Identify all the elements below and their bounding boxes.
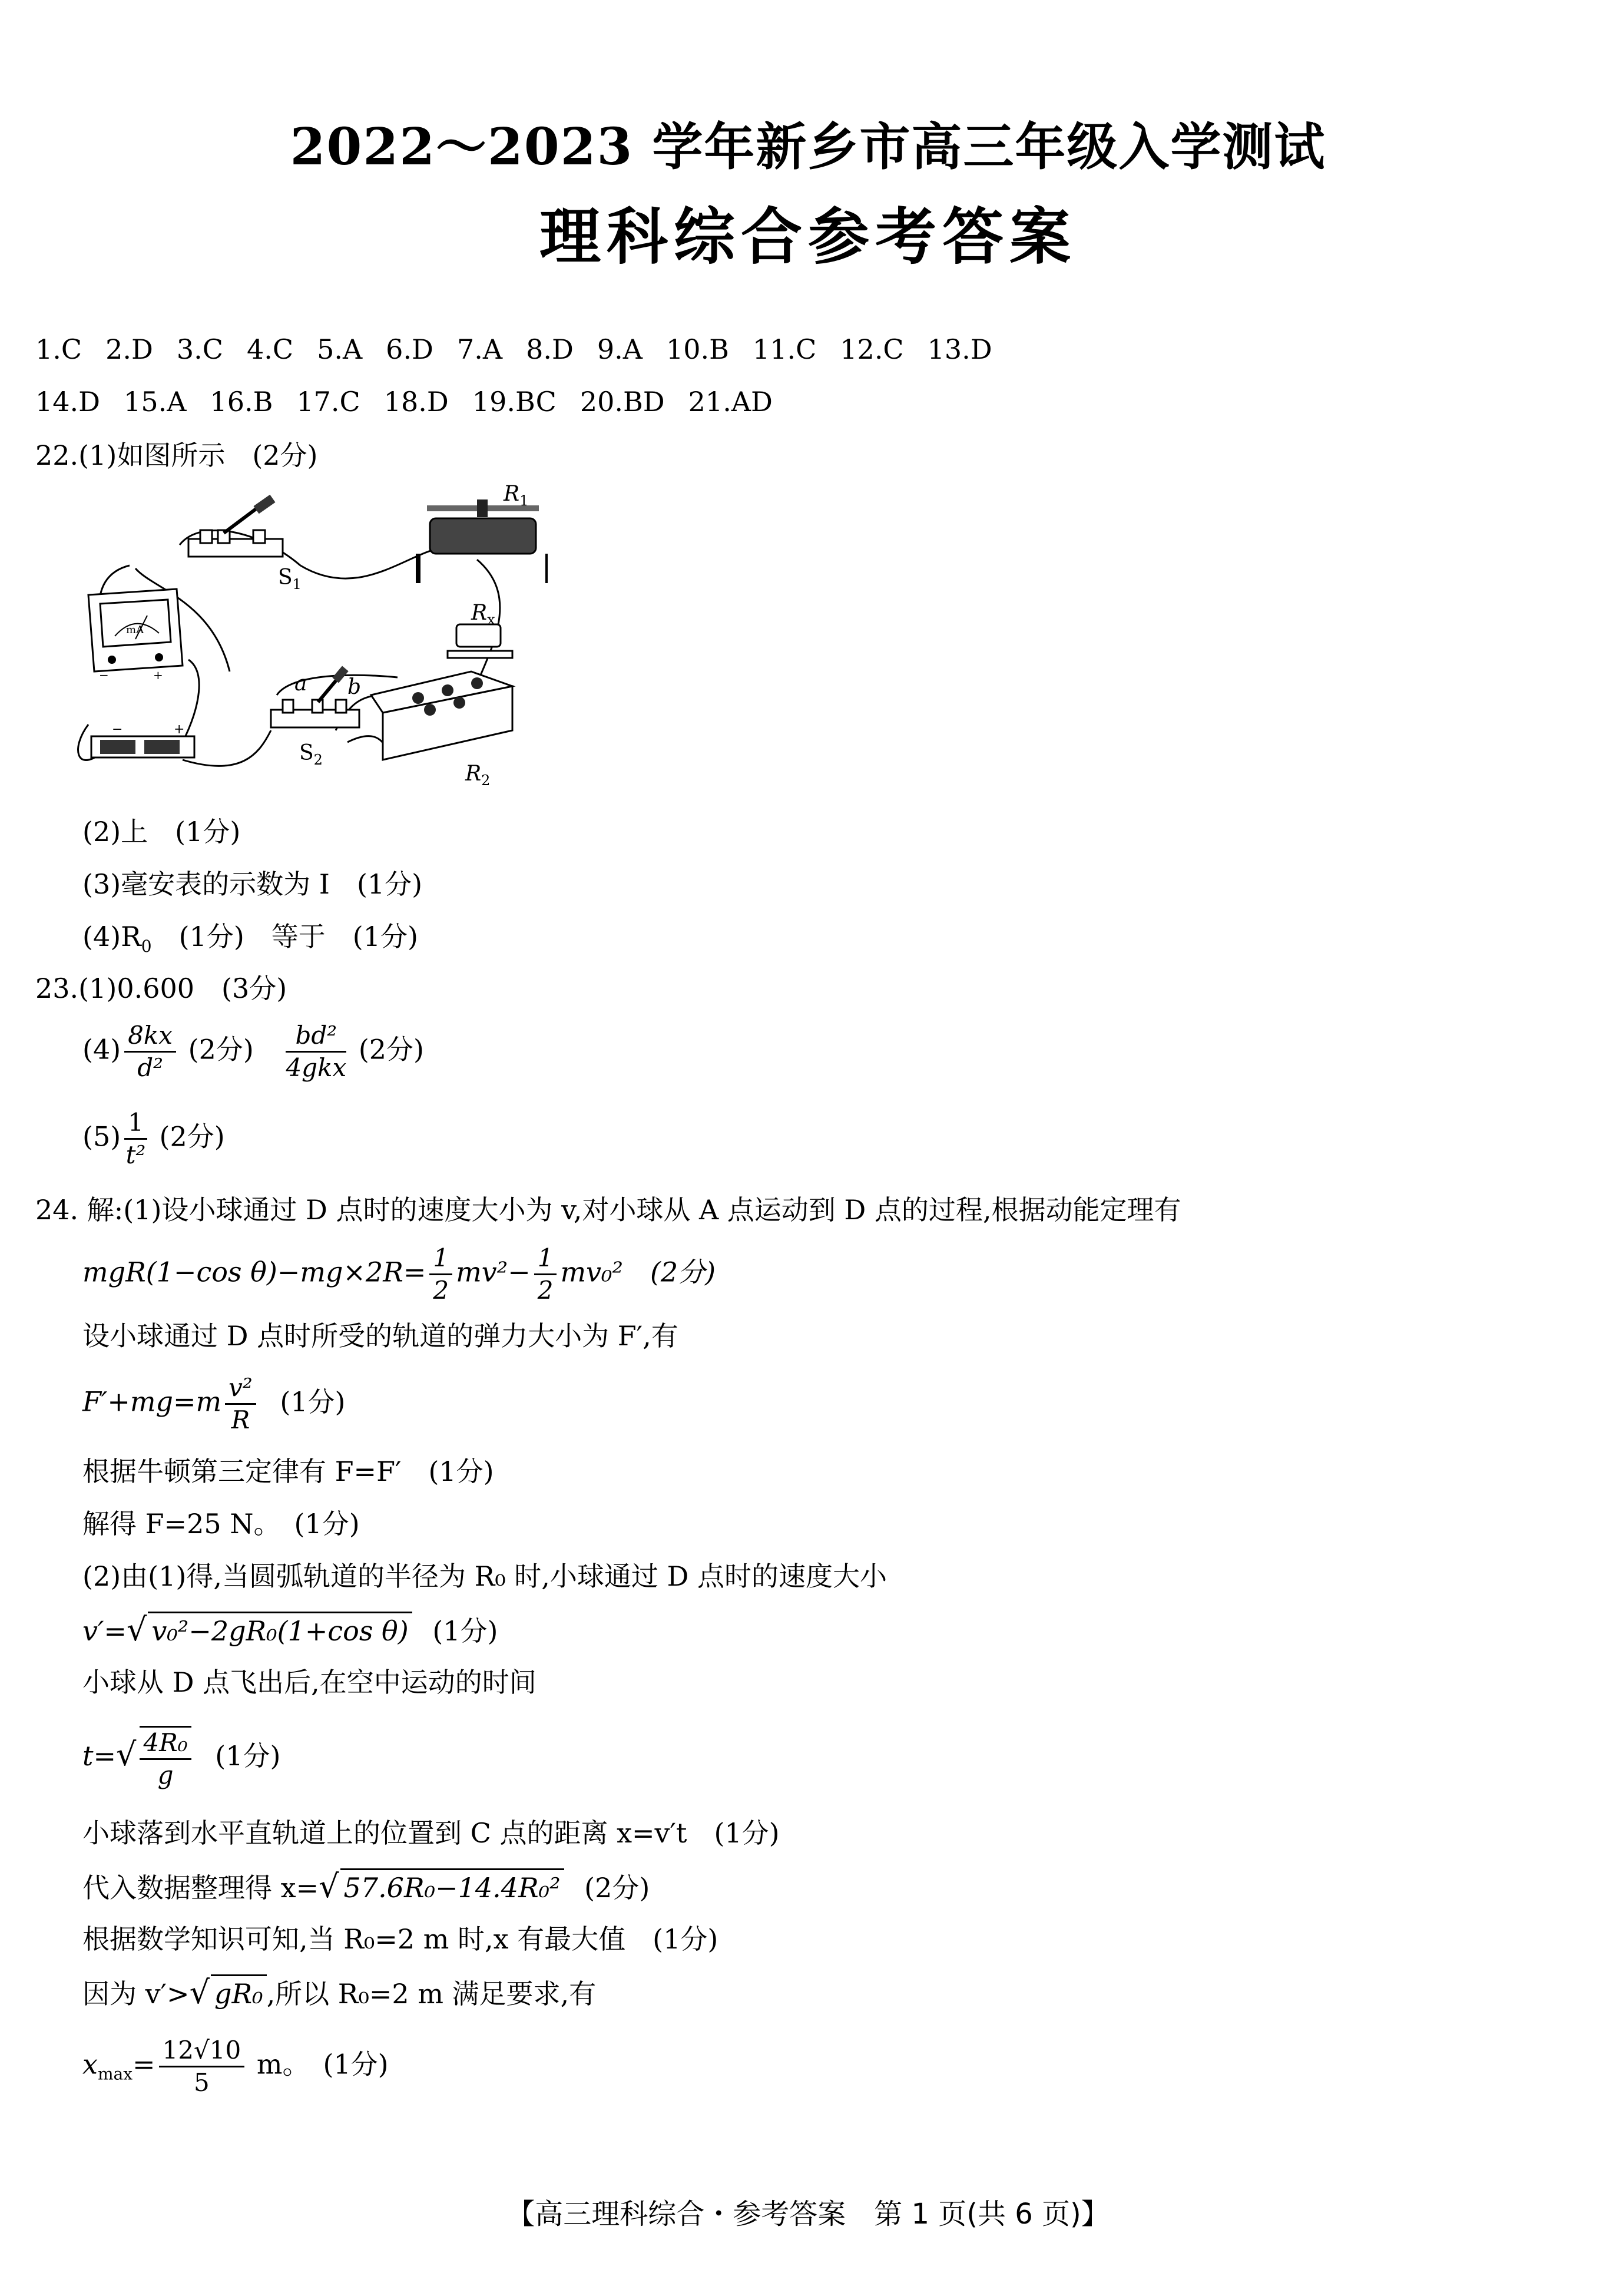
svg-text:+: + — [174, 722, 185, 737]
choice-answer: 20.BD — [579, 386, 665, 418]
q23-part5: (5) $\frac{1}{\text{t²}}$ (2分) — [82, 1108, 225, 1169]
q22-part1: 22.(1)如图所示 (2分) — [35, 439, 318, 471]
q24-line10: t=√ $\frac{\text{4R₀}}{g}$ (1分) — [82, 1726, 280, 1791]
choice-answer: 14.D — [35, 386, 101, 418]
choice-answers-row1 — [35, 332, 1016, 367]
choice-answer: 13.D — [927, 333, 992, 365]
label-a: a — [294, 671, 307, 696]
q24-line4: F′+mg=m $\frac{\text{v²}}{R}$ (1分) — [82, 1373, 346, 1434]
choice-answer: 16.B — [210, 386, 273, 418]
q23-part4: (4) $\frac{8kx}{\text{d²}}$ (2分) $\frac{\text{bd²}}{\text{4gkx}}$ (2分) — [82, 1021, 424, 1082]
q22-part3: (3)毫安表的示数为 I (1分) — [82, 868, 423, 900]
choice-answer: 4.C — [246, 333, 294, 365]
choice-answers-row2 — [35, 384, 796, 419]
choice-answer: 1.C — [35, 333, 82, 365]
q24-line9: 小球从 D 点飞出后,在空中运动的时间 — [82, 1666, 537, 1698]
q24-line6: 解得 F=25 N。 (1分) — [82, 1508, 360, 1540]
battery — [91, 722, 194, 757]
rheostat-r1 — [418, 499, 548, 583]
label-s1: $S_1$ — [278, 565, 302, 593]
q24-line12: 代入数据整理得 x=√ 57.6R₀−14.4R₀² (2分) — [82, 1868, 650, 1905]
circuit-diagram — [65, 483, 548, 789]
q24-line1: 24. 解:(1)设小球通过 D 点时的速度大小为 v,对小球从 A 点运动到 D 点的过程,根据动能定理有 — [35, 1194, 1181, 1226]
label-r1: $R_1$ — [504, 483, 529, 509]
switch-s1 — [188, 495, 283, 557]
meter-unit: mA — [126, 624, 144, 636]
choice-answer: 17.C — [296, 386, 360, 418]
q24-line3: 设小球通过 D 点时所受的轨道的弹力大小为 F′,有 — [82, 1320, 678, 1352]
choice-answer: 12.C — [840, 333, 904, 365]
resistance-box-r2 — [371, 671, 512, 760]
q24-line2: mgR(1−cos θ)−mg×2R= $\frac{1}{2}$ mv²− $\frac{1}{2}$ mv₀² (2分) — [82, 1243, 716, 1305]
q24-line11: 小球落到水平直轨道上的位置到 C 点的距离 x=v′t (1分) — [82, 1817, 780, 1849]
label-s2: $S_2$ — [299, 741, 323, 768]
resistor-rx — [448, 624, 512, 658]
svg-text:−: − — [99, 668, 109, 682]
q24-line13: 根据数学知识可知,当 R₀=2 m 时,x 有最大值 (1分) — [82, 1923, 718, 1955]
q24-line14: 因为 v′>√ gR₀ ,所以 R₀=2 m 满足要求,有 — [82, 1974, 597, 2011]
choice-answer: 2.D — [105, 333, 153, 365]
svg-text:−: − — [112, 722, 123, 737]
choice-answer: 10.B — [665, 333, 729, 365]
choice-answer: 3.C — [176, 333, 223, 365]
label-b: b — [347, 675, 362, 699]
q24-line7: (2)由(1)得,当圆弧轨道的半径为 R₀ 时,小球通过 D 点时的速度大小 — [82, 1560, 888, 1592]
label-rx: $R_x$ — [471, 601, 495, 628]
choice-answer: 6.D — [386, 333, 433, 365]
q24-line5: 根据牛顿第三定律有 F=F′ (1分) — [82, 1455, 494, 1487]
milliammeter — [88, 589, 183, 682]
choice-answer: 5.A — [317, 333, 363, 365]
svg-text:+: + — [153, 668, 163, 682]
q22-part2: (2)上 (1分) — [82, 816, 241, 848]
choice-answer: 8.D — [526, 333, 574, 365]
q24-line15: $x_{max}=$ $\frac{12√10}{5}$ m。 (1分) — [82, 2036, 389, 2097]
choice-answer: 9.A — [597, 333, 643, 365]
choice-answer: 15.A — [124, 386, 187, 418]
label-r2: $R_2$ — [465, 762, 491, 789]
choice-answer: 11.C — [752, 333, 817, 365]
choice-answer: 18.D — [383, 386, 449, 418]
choice-answer: 7.A — [456, 333, 503, 365]
q22-part4: $(4)R_0$ (1分) 等于 (1分) — [82, 921, 418, 957]
q24-line8: v′=√ v₀²−2gR₀(1+cos θ) (1分) — [82, 1611, 498, 1648]
page-footer: 【高三理科综合・参考答案 第 1 页(共 6 页)】 — [506, 2198, 1110, 2231]
q23-part1: 23.(1)0.600 (3分) — [35, 972, 287, 1004]
page-title: 2022～2023 学年新乡市高三年级入学测试 — [290, 117, 1326, 177]
choice-answer: 19.BC — [472, 386, 557, 418]
choice-answer: 21.AD — [688, 386, 773, 418]
page-subtitle: 理科综合参考答案 — [539, 201, 1077, 273]
